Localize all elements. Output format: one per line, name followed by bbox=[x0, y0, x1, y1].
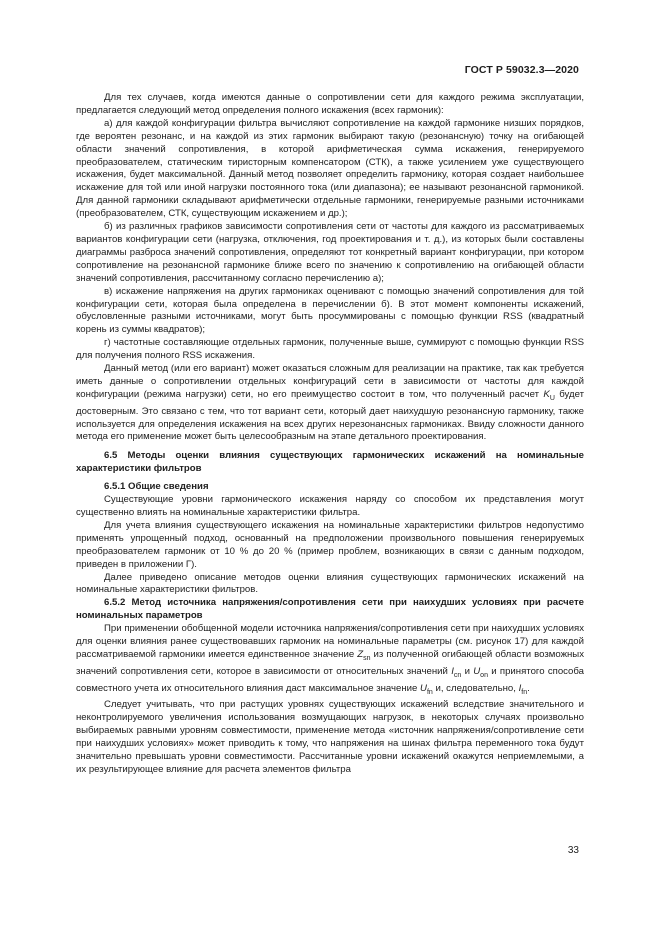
section-heading-6-5: 6.5 Методы оценки влияния существующих гармонических искажений на номинальные характеристики фильтров bbox=[76, 450, 584, 475]
list-item-b: б) из различных графиков зависимости сопротивления сети от частоты для каждого из рассматриваемых вариантов конфигурации сети (нагрузка, отключения, год проектирования и т. д.), из которых были составлены диаграммы разброса значений сопротивления, определяют тот конкретный вариант конфигурации, при котором сопротивление на резонансной гармонике ближе всего по значению к сопротивлению на огибающей области значений сопротивления, рассчитанному согласно перечислению а); bbox=[76, 221, 584, 284]
subsection-heading-6-5-1: 6.5.1 Общие сведения bbox=[104, 481, 209, 493]
paragraph-simplified-approach: Для учета влияния существующего искажения на номинальные характеристики фильтров недопустимо применять упрощенный подход, основанный на предположении произвольного повышения генерируемых преобразователем гармоник от 10 % до 20 % (пример проблем, возникающих в связи с данным подходом, приведен в приложении Г). bbox=[76, 519, 584, 570]
paragraph-generalized-model: При применении обобщенной модели источника напряжения/сопротивления сети при наихудших условиях для оценки влияния ранее существовавших гармоник на номинальные параметры (см. рисунок 17) для каждой рассматриваемой гармоники имеется единственное значение $Z_{sn}$ из полученной огибающей области возможных значений сопротивления сети, которое в зависимости от относительных значений $I_{cn}$ и $U_{on}$ и принятого способа совместного учета их относительного влияния даст максимальное значение $U_{fn}$ и, следовательно, $I_{fn}$. bbox=[76, 623, 585, 696]
paragraph-method-note: Данный метод (или его вариант) может оказаться сложным для реализации на практике, так как требуется иметь данные о сопротивлении отдельных конфигураций сети в зависимости от частоты для каждой конфигурации (режима нагрузки) сети, но его преимущество состоит в том, что полученный расчет $K_U$ будет достоверным. Это связано с тем, что тот вариант сети, который дает наихудшую резонансную гармонику, также используется для определения искажения на всех других нерезонансных гармониках. Ввиду сложности данного метода его применение может быть целесообразным на этапе детального проектирования. bbox=[76, 363, 584, 443]
list-item-a: а) для каждой конфигурации фильтра вычисляют сопротивление на каждой гармонике низших порядков, где вероятен резонанс, и на каждой из этих гармоник выбирают такую (резонансную) точку на огибающей области значений сопротивления, в которой арифметическая сумма искажения, генерируемого преобразователем, статическим тиристорным компенсатором (СТК), а также усилением уже существующего искажения, будет максимальной. Данный метод позволяет определить гармонику, которая создает наибольшее искажение для той или иной нагрузки постоянного тока (или диапазона); ее называют резонансной гармоникой. Для данной гармоники складывают арифметически отдельные гармоники, генерируемые разными источниками (преобразователем, СТК, существующим искажением и др.); bbox=[76, 117, 584, 220]
page-body bbox=[76, 92, 584, 777]
list-item-g: г) частотные составляющие отдельных гармоник, полученные выше, суммируют с помощью функции RSS для получения полного RSS искажения. bbox=[76, 337, 584, 362]
subsection-heading-6-5-2: 6.5.2 Метод источника напряжения/сопротивления сети при наихудших условиях при расчете номинальных параметров bbox=[76, 597, 584, 622]
paragraph-methods-description: Далее приведено описание методов оценки влияния существующих гармонических искажений на номинальные характеристики фильтров. bbox=[76, 571, 584, 596]
paragraph-intro: Для тех случаев, когда имеются данные о сопротивлении сети для каждого режима эксплуатации, предлагается следующий метод определения полного искажения (всех гармоник): bbox=[76, 92, 584, 116]
page-number: 33 bbox=[567, 845, 579, 856]
paragraph-existing-levels: Существующие уровни гармонического искажения наряду со способом их представления могут существенно влиять на номинальные характеристики фильтра. bbox=[76, 494, 584, 518]
paragraph-growing-levels: Следует учитывать, что при растущих уровнях существующих искажений вследствие значительного и неконтролируемого увеличения использования возмущающих нагрузок, в некоторых случаях произвольно выбираемых равными уровням совместимости, применение метода «источник напряжения/сопротивление сети при наихудших условиях» может приводить к тому, что напряжения на шинах фильтра переменного тока будут значительно превышать уровни совместимости. Рассчитанные уровни искажений окажутся неприемлемыми, а их результирующее влияние для расчета элементов фильтра bbox=[76, 699, 584, 775]
document-header: ГОСТ Р 59032.3—2020 bbox=[464, 64, 579, 76]
list-item-v: в) искажение напряжения на других гармониках оценивают с помощью значений сопротивления для той конфигурации сети, которая была определена в перечислении б). В этот момент компоненты искажений, обусловленные разными источниками, могут быть просуммированы с помощью функции RSS (квадратный корень из суммы квадратов); bbox=[76, 285, 584, 336]
